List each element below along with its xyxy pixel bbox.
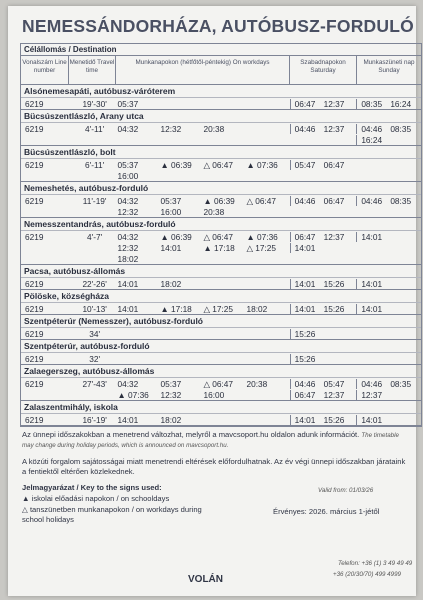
time-row	[21, 353, 421, 364]
time-row	[21, 328, 421, 339]
departure-time: 15:26	[323, 303, 345, 314]
departure-time: 12:37	[323, 123, 345, 134]
departure-time: 06:47	[294, 389, 316, 400]
travel-time: 34'	[89, 328, 101, 339]
stop-block	[21, 110, 421, 146]
departure-time: 14:01	[117, 414, 139, 425]
departure-time: 18:02	[246, 303, 268, 314]
workday-times	[118, 304, 290, 314]
workday-times	[118, 196, 290, 206]
departure-time: 05:47	[323, 378, 345, 389]
saturday-times	[290, 329, 357, 339]
time-row	[21, 195, 421, 206]
notice-hu: Az ünnepi időszakokban a menetrend változhat, melyről a mavcsoport.hu oldalon adunk információt.	[22, 430, 360, 439]
travel-time: 22'-26'	[82, 278, 107, 289]
departure-time: 08:35	[361, 98, 383, 109]
departure-time: 12:32	[117, 242, 139, 253]
stop-block	[21, 401, 421, 426]
departure-time: 05:37	[117, 159, 139, 170]
stop-name: Bücsúszentlászló, bolt	[21, 146, 421, 159]
time-row	[21, 231, 421, 242]
workday-times	[118, 390, 290, 400]
departure-time: ▲ 17:18	[160, 303, 192, 314]
departure-time	[161, 171, 204, 181]
workdays-header: Munkanapokon (hétfőtől-péntekig) On workdays	[116, 56, 290, 84]
travel-time: 32'	[89, 353, 101, 364]
holiday-notice	[22, 430, 410, 450]
workday-times	[118, 207, 290, 217]
departure-time: 04:46	[294, 378, 316, 389]
time-row	[21, 123, 421, 134]
departure-time: △ 17:25	[246, 242, 276, 253]
departure-time: 14:01	[294, 242, 316, 253]
departure-time: 14:01	[160, 242, 182, 253]
departure-time: 15:26	[294, 353, 316, 364]
page-title: NEMESSÁNDORHÁZA, AUTÓBUSZ-FORDULÓ	[22, 16, 414, 36]
stop-name: Pacsa, autóbusz-állomás	[21, 265, 421, 278]
valid-from: Valid from: 01/03/26	[318, 487, 374, 494]
sunday-header: Munkaszüneti nap Sunday	[363, 59, 415, 74]
workday-times	[118, 243, 290, 253]
sunday-times	[356, 232, 421, 242]
saturday-times	[290, 243, 357, 253]
departure-time: 16:24	[361, 134, 383, 145]
stop-name: Pölöske, községháza	[21, 290, 421, 303]
departure-time: ▲ 17:18	[203, 242, 235, 253]
workday-times	[118, 279, 290, 289]
stop-block	[21, 265, 421, 290]
departure-time: 20:38	[246, 378, 268, 389]
departure-time: 15:26	[323, 414, 345, 425]
line-number: 6219	[25, 231, 44, 242]
stop-block	[21, 340, 421, 365]
stop-name: Nemesszentandrás, autóbusz-forduló	[21, 218, 421, 231]
saturday-times	[290, 279, 357, 289]
legend-item-2: △ tanszünetben munkanapokon / on workdays during school holidays	[22, 505, 202, 524]
time-row	[21, 242, 421, 253]
time-row	[21, 98, 421, 109]
stop-name: Alsónemesapáti, autóbusz-váróterem	[21, 85, 421, 98]
departure-time: 06:47	[294, 231, 316, 242]
departure-time: 12:32	[160, 123, 182, 134]
departure-time: 05:37	[117, 98, 139, 109]
saturday-times	[290, 390, 357, 400]
departure-time: 14:01	[117, 303, 139, 314]
line-number-header: Vonalszám Line number	[21, 56, 69, 84]
departure-time: 12:37	[323, 231, 345, 242]
stop-name: Zalaszentmihály, iskola	[21, 401, 421, 414]
sunday-times	[356, 135, 421, 145]
workday-times	[118, 379, 290, 389]
departure-time: ▲ 06:39	[160, 159, 192, 170]
line-number: 6219	[25, 414, 44, 425]
departure-time: △ 06:47	[203, 159, 233, 170]
sunday-times	[356, 279, 421, 289]
notice-en: The timetable may change during holiday periods, which is announced on mavcsoport.hu.	[22, 432, 399, 450]
line-number: 6219	[25, 195, 44, 206]
stop-name: Nemeshetés, autóbusz-forduló	[21, 182, 421, 195]
travel-time: 19'-30'	[82, 98, 107, 109]
departure-time	[204, 254, 247, 264]
travel-time: 4'-7'	[87, 231, 103, 242]
departure-time: 04:32	[117, 378, 139, 389]
departure-time: 14:01	[294, 303, 316, 314]
departure-time: 12:37	[323, 98, 345, 109]
saturday-times	[290, 160, 357, 170]
line-number: 6219	[25, 123, 44, 134]
departure-time: 16:00	[203, 389, 225, 400]
stop-block	[21, 85, 421, 110]
departure-time	[204, 415, 247, 425]
saturday-times	[290, 232, 357, 242]
departure-time: ▲ 07:36	[246, 231, 278, 242]
departure-time: 14:01	[294, 414, 316, 425]
travel-time-header: Menetidő Travel time	[69, 56, 116, 84]
legend-item-1: ▲ iskolai előadási napokon / on schooldays	[22, 494, 170, 503]
departure-time: 04:32	[117, 195, 139, 206]
departure-time: 14:01	[361, 303, 383, 314]
sunday-times	[356, 415, 421, 425]
travel-time: 27'-43'	[82, 378, 107, 389]
workday-times	[118, 254, 290, 264]
departure-time: 05:47	[294, 159, 316, 170]
departure-time: 06:47	[294, 98, 316, 109]
line-number: 6219	[25, 278, 44, 289]
time-row	[21, 170, 421, 181]
departure-time: △ 17:25	[203, 303, 233, 314]
departure-time: 12:37	[323, 389, 345, 400]
line-number: 6219	[25, 353, 44, 364]
stop-block	[21, 146, 421, 182]
sunday-times	[356, 124, 421, 134]
travel-time: 4'-11'	[85, 123, 105, 134]
time-row	[21, 378, 421, 389]
departure-time: 04:46	[361, 378, 383, 389]
saturday-times	[290, 124, 357, 134]
departure-time: ▲ 06:39	[160, 231, 192, 242]
sunday-times	[356, 390, 421, 400]
line-number: 6219	[25, 303, 44, 314]
departure-time: △ 06:47	[203, 378, 233, 389]
timetable	[20, 43, 422, 427]
departure-time	[204, 99, 247, 109]
departure-time: 12:37	[361, 389, 383, 400]
legend-title: Jelmagyarázat / Key to the signs used:	[22, 483, 162, 492]
saturday-header: Szabadnapokon Saturday	[290, 56, 357, 84]
departure-time: 12:32	[117, 206, 139, 217]
volan-logo: VOLÁN	[188, 574, 223, 585]
departure-time: 16:24	[390, 98, 412, 109]
departure-time: 18:02	[160, 414, 182, 425]
saturday-times	[290, 415, 357, 425]
departure-time	[324, 243, 353, 253]
stop-name: Szentpéterúr (Nemesszer), autóbusz-forduló	[21, 315, 421, 328]
workday-times	[118, 160, 290, 170]
line-number: 6219	[25, 98, 44, 109]
departure-time: 04:46	[294, 123, 316, 134]
departure-time: 06:47	[323, 159, 345, 170]
time-row	[21, 253, 421, 264]
travel-time: 6'-11'	[85, 159, 105, 170]
departure-time	[390, 415, 419, 425]
departure-time: 16:00	[117, 170, 139, 181]
travel-time: 16'-19'	[82, 414, 107, 425]
departure-time	[390, 279, 419, 289]
departure-time: ▲ 06:39	[203, 195, 235, 206]
departure-time: 05:37	[160, 378, 182, 389]
stop-block	[21, 315, 421, 340]
departure-time	[390, 304, 419, 314]
departure-time: 15:26	[294, 328, 316, 339]
departure-time: 08:35	[390, 378, 412, 389]
departure-time	[161, 254, 204, 264]
departure-time: △ 06:47	[246, 195, 276, 206]
valid-hu: Érvényes: 2026. március 1-jétől	[273, 507, 380, 516]
destination-header: Célállomás / Destination	[21, 44, 421, 56]
line-number: 6219	[25, 159, 44, 170]
departure-time: 14:01	[361, 278, 383, 289]
time-row	[21, 206, 421, 217]
phone-1: Telefon: +36 (1) 3 49 49 49	[338, 560, 413, 567]
departure-time: 20:38	[203, 123, 225, 134]
sunday-times	[356, 304, 421, 314]
timetable-sheet	[8, 6, 416, 596]
departure-time: 04:46	[361, 123, 383, 134]
saturday-times	[290, 99, 357, 109]
saturday-times	[290, 379, 357, 389]
departure-time: 08:35	[390, 123, 412, 134]
stop-block	[21, 182, 421, 218]
departure-time: 20:38	[203, 206, 225, 217]
workday-times	[118, 415, 290, 425]
saturday-times	[290, 196, 357, 206]
departure-time: △ 06:47	[203, 231, 233, 242]
departure-time: 05:37	[160, 195, 182, 206]
time-row	[21, 159, 421, 170]
stop-block	[21, 290, 421, 315]
departure-time: 14:01	[361, 231, 383, 242]
workday-times	[118, 232, 290, 242]
travel-time: 10'-13'	[82, 303, 107, 314]
time-row	[21, 134, 421, 145]
saturday-times	[290, 304, 357, 314]
departure-time: 14:01	[294, 278, 316, 289]
departure-time	[204, 171, 247, 181]
workday-times	[118, 99, 290, 109]
departure-time: 08:35	[390, 195, 412, 206]
departure-time: 04:32	[117, 123, 139, 134]
departure-time: 18:02	[160, 278, 182, 289]
column-headers	[21, 56, 421, 85]
departure-time: 04:32	[117, 231, 139, 242]
stop-name: Zalaegerszeg, autóbusz-állomás	[21, 365, 421, 378]
sunday-times	[356, 99, 421, 109]
departure-time	[204, 279, 247, 289]
departure-time: 06:47	[323, 195, 345, 206]
departure-time: 12:32	[160, 389, 182, 400]
departure-time	[390, 232, 419, 242]
stops-list	[21, 85, 421, 426]
departure-time: 16:00	[160, 206, 182, 217]
stop-block	[21, 218, 421, 265]
time-row	[21, 414, 421, 425]
line-number: 6219	[25, 328, 44, 339]
line-number: 6219	[25, 378, 44, 389]
time-row	[21, 303, 421, 314]
saturday-times	[290, 354, 357, 364]
departure-time: 14:01	[117, 278, 139, 289]
departure-time: 04:46	[361, 195, 383, 206]
departure-time: 14:01	[361, 414, 383, 425]
workday-times	[118, 171, 290, 181]
workday-times	[118, 124, 290, 134]
time-row	[21, 389, 421, 400]
departure-time	[161, 99, 204, 109]
departure-time	[390, 135, 419, 145]
departure-time: ▲ 07:36	[246, 159, 278, 170]
departure-time: ▲ 07:36	[117, 389, 149, 400]
time-row	[21, 278, 421, 289]
departure-time: 18:02	[117, 253, 139, 264]
stop-name: Szentpéterúr, autóbusz-forduló	[21, 340, 421, 353]
traffic-notice: A közúti forgalom sajátosságai miatt menetrendi eltérések előfordulhatnak. Az év végi ünnepi időszakban járataink a fentiektől eltérően közlekednek.	[22, 457, 406, 476]
departure-time	[324, 354, 353, 364]
departure-time	[324, 329, 353, 339]
phone-2: +36 (20/30/70) 499 4999	[333, 571, 401, 578]
departure-time	[390, 390, 419, 400]
departure-time: 15:26	[323, 278, 345, 289]
stop-block	[21, 365, 421, 401]
sunday-times	[356, 379, 421, 389]
stop-name: Bücsúszentlászló, Arany utca	[21, 110, 421, 123]
departure-time: 04:46	[294, 195, 316, 206]
sunday-times	[356, 196, 421, 206]
travel-time: 11'-19'	[82, 195, 107, 206]
